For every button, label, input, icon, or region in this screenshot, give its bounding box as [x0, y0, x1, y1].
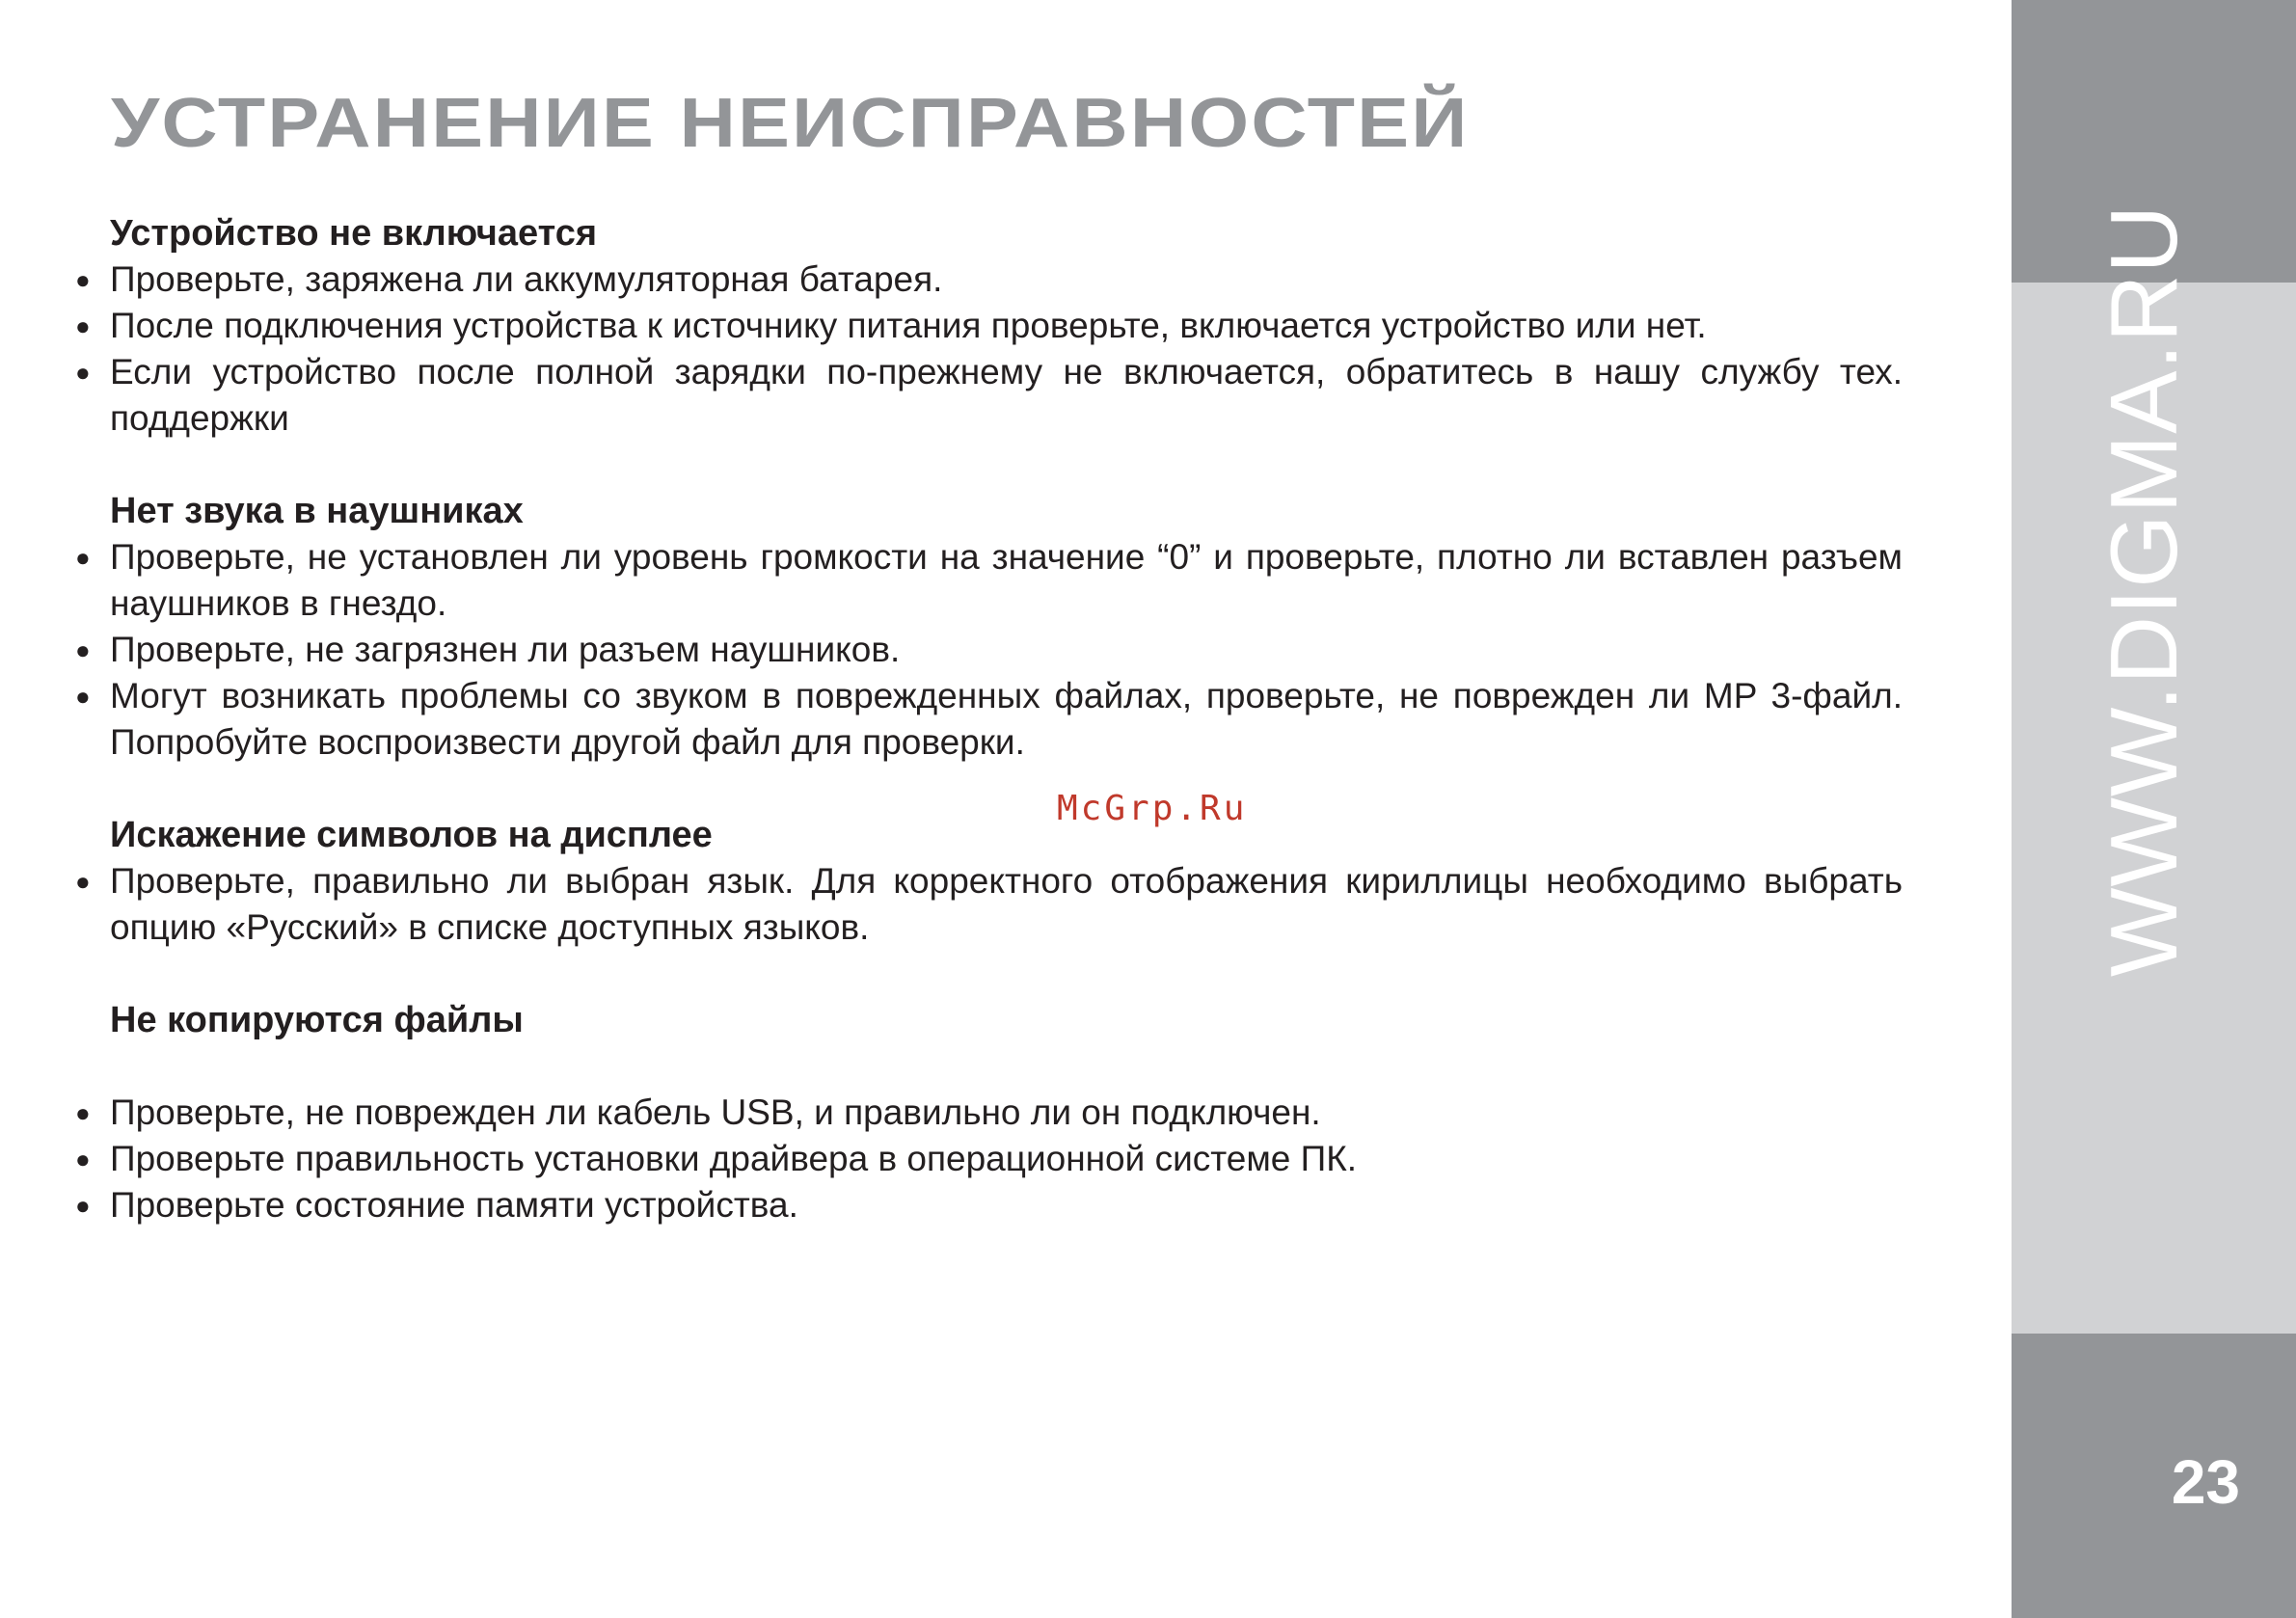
bullet-icon: ●: [75, 1098, 91, 1127]
list-item-text: Проверьте, не поврежден ли кабель USB, и правильно ли он подключен.: [110, 1092, 1321, 1132]
list-item: [75, 534, 1903, 627]
list-item: [75, 858, 1903, 951]
section-no-power: [75, 210, 1903, 442]
list-item: [75, 673, 1903, 766]
list-item: [75, 256, 1903, 303]
bullet-list: [75, 1090, 1903, 1228]
bullet-icon: ●: [75, 635, 91, 664]
bullet-icon: ●: [75, 311, 91, 340]
list-item-text: Если устройство после полной зарядки по-прежнему не включается, обратитесь в нашу службу тех. поддержки: [110, 352, 1903, 438]
list-item-text: Проверьте, правильно ли выбран язык. Для корректного отображения кириллицы необходимо выбрать опцию «Русский» в списке доступных языков.: [110, 861, 1903, 947]
bullet-icon: ●: [75, 1191, 91, 1220]
section-display-garbled: [75, 812, 1903, 951]
section-heading: Устройство не включается: [110, 213, 598, 254]
page-number: 23: [2171, 1447, 2240, 1517]
bullet-icon: ●: [75, 265, 91, 294]
list-item: [75, 627, 1903, 673]
bullet-list: [75, 256, 1903, 442]
page-number-container: [2012, 1334, 2296, 1618]
bullet-list: [75, 858, 1903, 951]
list-item-text: Проверьте состояние памяти устройства.: [110, 1185, 798, 1225]
list-item-text: Могут возникать проблемы со звуком в поврежденных файлах, проверьте, не поврежден ли MP 3-файл. Попробуйте воспроизвести другой файл для проверки.: [110, 676, 1903, 762]
list-item: [75, 303, 1903, 349]
list-item-text: Проверьте, заряжена ли аккумуляторная батарея.: [110, 259, 943, 299]
list-item-text: После подключения устройства к источнику питания проверьте, включается устройство или нет.: [110, 306, 1707, 345]
list-item-text: Проверьте, не установлен ли уровень громкости на значение “0” и проверьте, плотно ли вставлен разъем наушников в гнездо.: [110, 537, 1903, 623]
watermark-link[interactable]: McGrp.Ru: [1057, 789, 1248, 828]
list-item: [75, 1182, 1903, 1228]
section-heading: Искажение символов на дисплее: [110, 815, 713, 855]
bullet-list: [75, 534, 1903, 766]
list-item: [75, 1090, 1903, 1136]
site-url: WWW.DIGMA.RU: [2091, 203, 2197, 977]
section-no-copy: [75, 997, 1903, 1228]
page-title: УСТРАНЕНИЕ НЕИСПРАВНОСТЕЙ: [111, 85, 1470, 162]
side-panel-bottom-block: [2012, 1334, 2296, 1618]
site-url-container: [2012, 203, 2296, 1334]
bullet-icon: ●: [75, 867, 91, 896]
side-panel: [2012, 0, 2296, 1618]
bullet-icon: ●: [75, 682, 91, 711]
section-heading: Нет звука в наушниках: [110, 491, 524, 531]
troubleshooting-sections: [75, 210, 1903, 1275]
list-item: [75, 1136, 1903, 1182]
section-no-sound: [75, 488, 1903, 766]
list-item-text: Проверьте, не загрязнен ли разъем наушников.: [110, 630, 901, 669]
bullet-icon: ●: [75, 358, 91, 387]
list-item: [75, 349, 1903, 442]
side-panel-middle-block: [2012, 203, 2296, 1334]
section-heading: Не копируются файлы: [110, 1000, 524, 1040]
bullet-icon: ●: [75, 543, 91, 572]
bullet-icon: ●: [75, 1145, 91, 1173]
list-item-text: Проверьте правильность установки драйвера в операционной системе ПК.: [110, 1139, 1358, 1178]
